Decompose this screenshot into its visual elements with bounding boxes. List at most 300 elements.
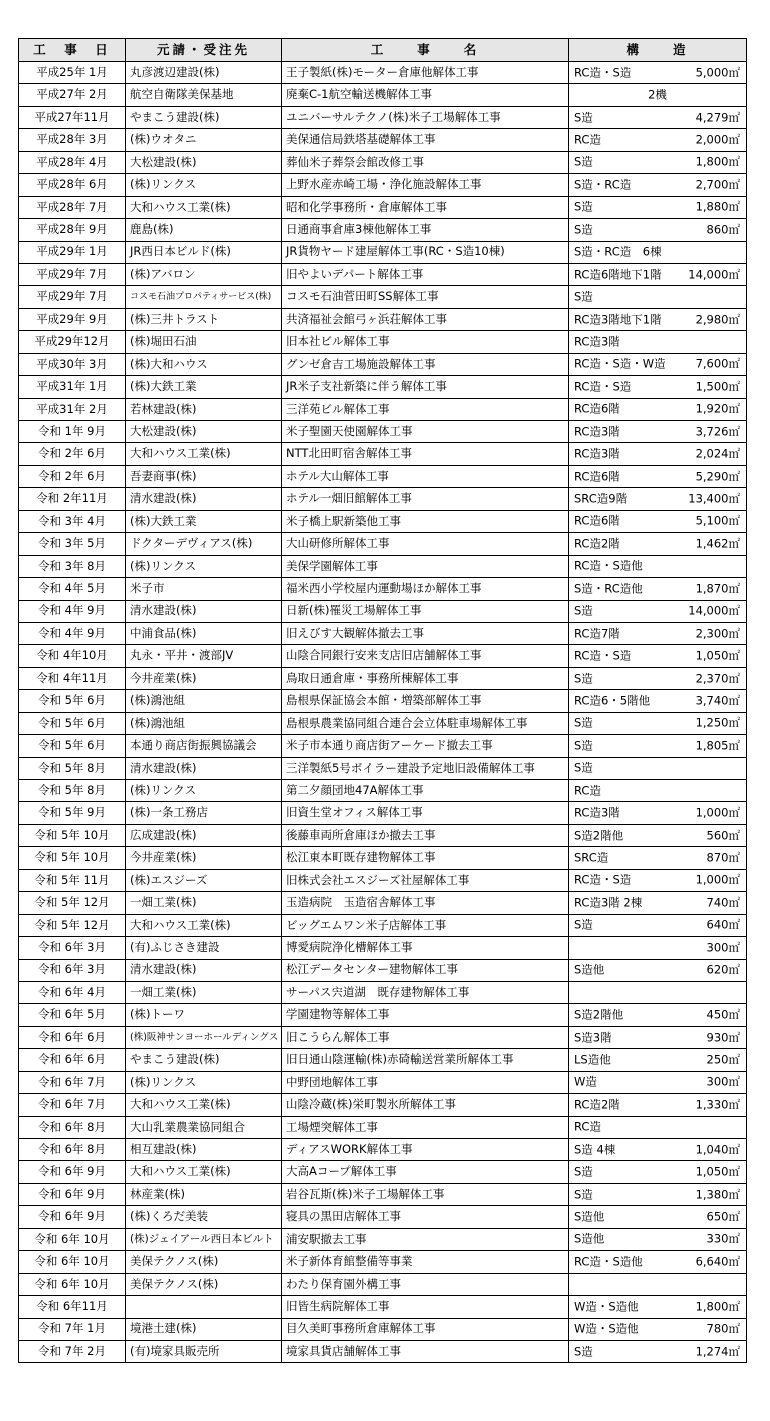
structure-area: 2,300㎡ <box>695 625 740 640</box>
work-date: 令和 1年 9月 <box>19 421 126 443</box>
structure-area: 1,000㎡ <box>695 872 740 887</box>
work-client: 丸永・平井・渡部JV <box>126 645 282 667</box>
table-row <box>19 376 747 398</box>
table-row <box>19 712 747 734</box>
work-date: 令和 6年 5月 <box>19 1004 126 1026</box>
structure-type: S造 <box>574 917 593 932</box>
structure-area: 1,330㎡ <box>695 1097 740 1112</box>
work-structure <box>569 219 747 241</box>
work-date: 平成29年 7月 <box>19 286 126 308</box>
table-row <box>19 690 747 712</box>
structure-type: RC造2階 <box>574 536 620 551</box>
work-client: (株)ジェイアール西日本ビルト <box>126 1228 282 1250</box>
work-client: (株)アバロン <box>126 263 282 285</box>
work-client: 鹿島(株) <box>126 219 282 241</box>
structure-type: S造2階他 <box>574 1007 624 1022</box>
table-row <box>19 398 747 420</box>
work-client: やまこう建設(株) <box>126 106 282 128</box>
work-client: (株)三井トラスト <box>126 308 282 330</box>
structure-area: 330㎡ <box>706 1231 740 1246</box>
structure-area: 5,000㎡ <box>695 64 740 79</box>
work-name: 旧皆生病院解体工事 <box>282 1296 569 1318</box>
work-name: 寝具の黒田店解体工事 <box>282 1206 569 1228</box>
structure-area: 13,400㎡ <box>688 491 740 506</box>
structure-type: RC造6階 <box>574 401 620 416</box>
work-date: 平成28年 9月 <box>19 219 126 241</box>
structure-type: S造 <box>574 222 593 237</box>
table-row <box>19 263 747 285</box>
work-date: 令和 6年 6月 <box>19 1049 126 1071</box>
work-structure <box>569 62 747 84</box>
work-name: 山陰合同銀行安来支店旧店舗解体工事 <box>282 645 569 667</box>
header-row <box>19 39 747 62</box>
work-date: 令和 5年 12月 <box>19 914 126 936</box>
header-name: 工 事 名 <box>282 39 569 62</box>
structure-area: 14,000㎡ <box>688 603 740 618</box>
work-client: (株)リンクス <box>126 780 282 802</box>
table-row <box>19 1296 747 1318</box>
table-row <box>19 219 747 241</box>
work-client: 清水建設(株) <box>126 488 282 510</box>
work-name: 葬仙米子葬祭会館改修工事 <box>282 151 569 173</box>
table-row <box>19 1273 747 1295</box>
work-client: 清水建設(株) <box>126 959 282 981</box>
work-structure <box>569 286 747 308</box>
work-name: 旧本社ビル解体工事 <box>282 331 569 353</box>
work-name: 学園建物等解体工事 <box>282 1004 569 1026</box>
structure-type: S造2階他 <box>574 827 624 842</box>
table-row <box>19 241 747 263</box>
table-row <box>19 331 747 353</box>
work-name: 旧やよいデパート解体工事 <box>282 263 569 285</box>
work-date: 平成27年 2月 <box>19 84 126 106</box>
work-name: 後藤車両所倉庫ほか撤去工事 <box>282 824 569 846</box>
structure-type: S造3階 <box>574 1029 612 1044</box>
work-structure <box>569 151 747 173</box>
work-structure <box>569 398 747 420</box>
table-row <box>19 667 747 689</box>
structure-area: 1,040㎡ <box>695 1141 740 1156</box>
work-client <box>126 1296 282 1318</box>
work-name: 上野水産赤崎工場・浄化施設解体工事 <box>282 174 569 196</box>
work-structure <box>569 443 747 465</box>
work-structure <box>569 1206 747 1228</box>
work-structure <box>569 1251 747 1273</box>
structure-area: 14,000㎡ <box>688 266 740 281</box>
table-row <box>19 353 747 375</box>
structure-type: S造 <box>574 603 593 618</box>
work-structure <box>569 780 747 802</box>
table-row <box>19 1071 747 1093</box>
work-client: (株)リンクス <box>126 555 282 577</box>
work-name: 日通商事倉庫3棟他解体工事 <box>282 219 569 241</box>
structure-type: RC造7階 <box>574 625 620 640</box>
work-name: ビッグエムワン米子店解体工事 <box>282 914 569 936</box>
structure-type: W造 <box>574 1074 597 1089</box>
work-name: 昭和化学事務所・倉庫解体工事 <box>282 196 569 218</box>
work-client: 大和ハウス工業(株) <box>126 1161 282 1183</box>
table-row <box>19 555 747 577</box>
work-date: 平成29年 9月 <box>19 308 126 330</box>
work-client: 大和ハウス工業(株) <box>126 196 282 218</box>
work-structure <box>569 84 747 106</box>
structure-area: 1,050㎡ <box>695 648 740 663</box>
work-client: (株)鴻池組 <box>126 690 282 712</box>
work-date: 平成31年 2月 <box>19 398 126 420</box>
work-structure <box>569 421 747 443</box>
table-body <box>19 62 747 1363</box>
work-client: 美保テクノス(株) <box>126 1273 282 1295</box>
structure-type: RC造・S造 <box>574 648 632 663</box>
structure-type: RC造6階 <box>574 468 620 483</box>
structure-area: 1,920㎡ <box>695 401 740 416</box>
structure-type: RC造6階 <box>574 513 620 528</box>
structure-type: RC造・S造 <box>574 872 632 887</box>
table-row <box>19 129 747 151</box>
structure-type: RC造3階 <box>574 423 620 438</box>
work-date: 令和 4年 9月 <box>19 600 126 622</box>
structure-type: RC造・S造 <box>574 64 632 79</box>
work-date: 令和 6年 10月 <box>19 1273 126 1295</box>
work-name: 大山研修所解体工事 <box>282 533 569 555</box>
work-client: 大松建設(株) <box>126 151 282 173</box>
work-date: 令和 5年 6月 <box>19 690 126 712</box>
structure-type: S造 <box>574 289 593 304</box>
table-row <box>19 1139 747 1161</box>
structure-area: 1,800㎡ <box>695 1299 740 1314</box>
work-date: 令和 5年 10月 <box>19 847 126 869</box>
work-date: 平成25年 1月 <box>19 62 126 84</box>
work-date: 令和 5年 6月 <box>19 712 126 734</box>
table-row <box>19 645 747 667</box>
work-date: 令和 2年 6月 <box>19 443 126 465</box>
work-structure <box>569 712 747 734</box>
work-structure <box>569 914 747 936</box>
structure-area: 2,370㎡ <box>695 670 740 685</box>
work-structure <box>569 510 747 532</box>
structure-area: 650㎡ <box>706 1209 740 1224</box>
work-name: JR貨物ヤード建屋解体工事(RC・S造10棟) <box>282 241 569 263</box>
work-structure <box>569 1296 747 1318</box>
work-date: 令和 6年 4月 <box>19 981 126 1003</box>
work-client: JR西日本ビルド(株) <box>126 241 282 263</box>
table-row <box>19 1318 747 1340</box>
work-date: 令和 5年 8月 <box>19 780 126 802</box>
work-date: 令和 3年 4月 <box>19 510 126 532</box>
work-structure <box>569 690 747 712</box>
structure-type: S造 <box>574 1164 593 1179</box>
table-row <box>19 1116 747 1138</box>
work-name: 米子市本通り商店街アーケード撤去工事 <box>282 735 569 757</box>
work-structure <box>569 129 747 151</box>
structure-type: RC造6階地下1階 <box>574 266 662 281</box>
work-client: 大松建設(株) <box>126 421 282 443</box>
work-name: 島根県保証協会本館・増築部解体工事 <box>282 690 569 712</box>
work-client: 航空自衛隊美保基地 <box>126 84 282 106</box>
structure-type: W造・S造他 <box>574 1299 639 1314</box>
structure-type: S造 <box>574 1343 593 1358</box>
work-structure <box>569 488 747 510</box>
table-row <box>19 892 747 914</box>
work-date: 平成28年 4月 <box>19 151 126 173</box>
work-name: 浦安駅撤去工事 <box>282 1228 569 1250</box>
work-structure <box>569 645 747 667</box>
work-name: 中野団地解体工事 <box>282 1071 569 1093</box>
work-client: ドクターデヴィアス(株) <box>126 533 282 555</box>
work-name: 米子新体育館整備等事業 <box>282 1251 569 1273</box>
work-structure <box>569 1004 747 1026</box>
work-name: 松江東本町既存建物解体工事 <box>282 847 569 869</box>
work-date: 平成28年 3月 <box>19 129 126 151</box>
work-date: 令和 5年 8月 <box>19 757 126 779</box>
work-name: コスモ石油菅田町SS解体工事 <box>282 286 569 308</box>
work-client: (株)リンクス <box>126 1071 282 1093</box>
work-client: 吾妻商事(株) <box>126 465 282 487</box>
structure-type: RC造6・5階他 <box>574 693 651 708</box>
structure-type: SRC造9階 <box>574 491 628 506</box>
work-client: コスモ石油プロパティサービス(株) <box>126 286 282 308</box>
structure-type: LS造他 <box>574 1052 611 1067</box>
table-row <box>19 959 747 981</box>
structure-area: 1,274㎡ <box>695 1343 740 1358</box>
header-date: 工 事 日 <box>19 39 126 62</box>
work-structure <box>569 1161 747 1183</box>
structure-type: RC造3階地下1階 <box>574 311 662 326</box>
work-date: 平成29年12月 <box>19 331 126 353</box>
work-name: 王子製紙(株)モーター倉庫他解体工事 <box>282 62 569 84</box>
works-table <box>18 38 747 1363</box>
work-structure <box>569 174 747 196</box>
table-row <box>19 1206 747 1228</box>
work-name: 旧資生堂オフィス解体工事 <box>282 802 569 824</box>
structure-type: S造 <box>574 109 593 124</box>
work-structure <box>569 757 747 779</box>
table-row <box>19 84 747 106</box>
table-row <box>19 1026 747 1048</box>
work-client: (株)鴻池組 <box>126 712 282 734</box>
work-structure <box>569 1049 747 1071</box>
table-row <box>19 981 747 1003</box>
work-structure <box>569 308 747 330</box>
work-date: 令和 2年11月 <box>19 488 126 510</box>
work-structure <box>569 376 747 398</box>
work-structure <box>569 578 747 600</box>
work-name: 旧日通山陰運輸(株)赤碕輸送営業所解体工事 <box>282 1049 569 1071</box>
work-date: 令和 4年 5月 <box>19 578 126 600</box>
work-date: 令和 7年 1月 <box>19 1318 126 1340</box>
table-row <box>19 780 747 802</box>
work-client: 広成建設(株) <box>126 824 282 846</box>
structure-area: 1,870㎡ <box>695 581 740 596</box>
table-row <box>19 421 747 443</box>
structure-type: S造 <box>574 1186 593 1201</box>
work-name: 鳥取日通倉庫・事務所棟解体工事 <box>282 667 569 689</box>
structure-area: 740㎡ <box>706 895 740 910</box>
structure-type: W造・S造他 <box>574 1321 639 1336</box>
work-client: (株)大和ハウス <box>126 353 282 375</box>
work-structure <box>569 263 747 285</box>
work-name: 日新(株)罹災工場解体工事 <box>282 600 569 622</box>
work-name: 米子聖園天使園解体工事 <box>282 421 569 443</box>
work-date: 令和 6年 9月 <box>19 1206 126 1228</box>
work-structure <box>569 1026 747 1048</box>
work-structure <box>569 622 747 644</box>
table-row <box>19 1251 747 1273</box>
work-client: 丸彦渡辺建設(株) <box>126 62 282 84</box>
table-row <box>19 308 747 330</box>
structure-area: 640㎡ <box>706 917 740 932</box>
work-date: 令和 5年 11月 <box>19 869 126 891</box>
structure-area: 250㎡ <box>706 1052 740 1067</box>
work-client: (株)大鉄工業 <box>126 510 282 532</box>
work-structure <box>569 533 747 555</box>
work-date: 令和 6年 6月 <box>19 1026 126 1048</box>
work-client: (株)トーワ <box>126 1004 282 1026</box>
structure-area: 5,100㎡ <box>695 513 740 528</box>
table-row <box>19 802 747 824</box>
work-name: ホテル大山解体工事 <box>282 465 569 487</box>
work-client: やまこう建設(株) <box>126 1049 282 1071</box>
work-client: 大和ハウス工業(株) <box>126 914 282 936</box>
work-structure <box>569 1116 747 1138</box>
work-date: 平成29年 1月 <box>19 241 126 263</box>
work-name: JR米子支社新築に伴う解体工事 <box>282 376 569 398</box>
work-date: 令和 4年11月 <box>19 667 126 689</box>
work-structure <box>569 196 747 218</box>
work-name: 共済福祉会館弓ヶ浜荘解体工事 <box>282 308 569 330</box>
table-row <box>19 735 747 757</box>
work-date: 令和 5年 10月 <box>19 824 126 846</box>
work-name: 美保学園解体工事 <box>282 555 569 577</box>
structure-type: S造・RC造 6棟 <box>574 244 662 259</box>
structure-type: RC造 <box>574 1119 601 1134</box>
work-client: 一畑工業(株) <box>126 892 282 914</box>
structure-area: 2,980㎡ <box>695 311 740 326</box>
work-date: 平成29年 7月 <box>19 263 126 285</box>
work-structure <box>569 1071 747 1093</box>
structure-type: S造 4棟 <box>574 1141 616 1156</box>
work-structure <box>569 735 747 757</box>
work-date: 令和 7年 2月 <box>19 1340 126 1362</box>
work-date: 平成30年 3月 <box>19 353 126 375</box>
table-row <box>19 286 747 308</box>
structure-area: 2,000㎡ <box>695 132 740 147</box>
work-name: 目久美町事務所倉庫解体工事 <box>282 1318 569 1340</box>
header-client: 元請・受注先 <box>126 39 282 62</box>
work-date: 平成27年11月 <box>19 106 126 128</box>
work-structure <box>569 667 747 689</box>
work-date: 令和 5年 9月 <box>19 802 126 824</box>
structure-type: RC造3階 <box>574 446 620 461</box>
structure-type: RC造3階 <box>574 805 620 820</box>
work-structure <box>569 1183 747 1205</box>
work-date: 令和 6年 8月 <box>19 1116 126 1138</box>
table-row <box>19 1340 747 1362</box>
work-date: 令和 6年 9月 <box>19 1183 126 1205</box>
structure-type: RC造3階 <box>574 334 620 349</box>
work-structure <box>569 331 747 353</box>
structure-type: S造 <box>574 715 593 730</box>
work-name: ディアスWORK解体工事 <box>282 1139 569 1161</box>
work-name: 美保通信局鉄塔基礎解体工事 <box>282 129 569 151</box>
table-row <box>19 174 747 196</box>
structure-area: 1,880㎡ <box>695 199 740 214</box>
work-structure <box>569 892 747 914</box>
structure-type: RC造3階 2棟 <box>574 895 643 910</box>
work-name: 松江データセンター建物解体工事 <box>282 959 569 981</box>
structure-area: 5,290㎡ <box>695 468 740 483</box>
structure-area: 620㎡ <box>706 962 740 977</box>
structure-type: RC造・S造他 <box>574 558 643 573</box>
structure-type: S造 <box>574 738 593 753</box>
table-row <box>19 1049 747 1071</box>
work-name: 旧株式会社エスジーズ社屋解体工事 <box>282 869 569 891</box>
work-client: 大山乳業農業協同組合 <box>126 1116 282 1138</box>
structure-type: RC造・S造・W造 <box>574 356 666 371</box>
structure-area: 300㎡ <box>706 940 740 955</box>
work-structure <box>569 1094 747 1116</box>
table-row <box>19 600 747 622</box>
structure-area: 1,050㎡ <box>695 1164 740 1179</box>
table-row <box>19 196 747 218</box>
table-row <box>19 622 747 644</box>
structure-type: RC造・S造他 <box>574 1254 643 1269</box>
structure-area: 4,279㎡ <box>695 109 740 124</box>
work-structure <box>569 981 747 1003</box>
work-date: 令和 5年 6月 <box>19 735 126 757</box>
work-name: 旧えびす大観解体撤去工事 <box>282 622 569 644</box>
work-date: 令和 6年 10月 <box>19 1251 126 1273</box>
work-date: 令和 6年 10月 <box>19 1228 126 1250</box>
work-structure <box>569 600 747 622</box>
work-client: 今井産業(株) <box>126 667 282 689</box>
work-structure <box>569 869 747 891</box>
work-date: 令和 5年 12月 <box>19 892 126 914</box>
table-row <box>19 151 747 173</box>
structure-type: RC造・S造 <box>574 379 632 394</box>
work-name: 米子橋上駅新築他工事 <box>282 510 569 532</box>
work-client: 米子市 <box>126 578 282 600</box>
work-structure <box>569 847 747 869</box>
structure-area: 1,805㎡ <box>695 738 740 753</box>
structure-area: 1,462㎡ <box>695 536 740 551</box>
structure-type: RC造2階 <box>574 1097 620 1112</box>
structure-type: RC造 <box>574 782 601 797</box>
structure-area: 1,250㎡ <box>695 715 740 730</box>
table-row <box>19 533 747 555</box>
work-structure <box>569 1228 747 1250</box>
work-structure <box>569 353 747 375</box>
work-structure <box>569 555 747 577</box>
work-name: 福米西小学校屋内運動場ほか解体工事 <box>282 578 569 600</box>
table-row <box>19 62 747 84</box>
work-name: 岩谷瓦斯(株)米子工場解体工事 <box>282 1183 569 1205</box>
work-date: 平成28年 7月 <box>19 196 126 218</box>
structure-area: 7,600㎡ <box>695 356 740 371</box>
structure-area: 1,800㎡ <box>695 154 740 169</box>
work-client: 美保テクノス(株) <box>126 1251 282 1273</box>
table-row <box>19 1183 747 1205</box>
table-row <box>19 578 747 600</box>
work-date: 平成28年 6月 <box>19 174 126 196</box>
work-structure <box>569 937 747 959</box>
structure-area: 870㎡ <box>706 850 740 865</box>
work-structure <box>569 241 747 263</box>
table-row <box>19 488 747 510</box>
work-name: 第二夕顔団地47A解体工事 <box>282 780 569 802</box>
work-date: 令和 6年 3月 <box>19 959 126 981</box>
structure-type: S造・RC造 <box>574 177 632 192</box>
